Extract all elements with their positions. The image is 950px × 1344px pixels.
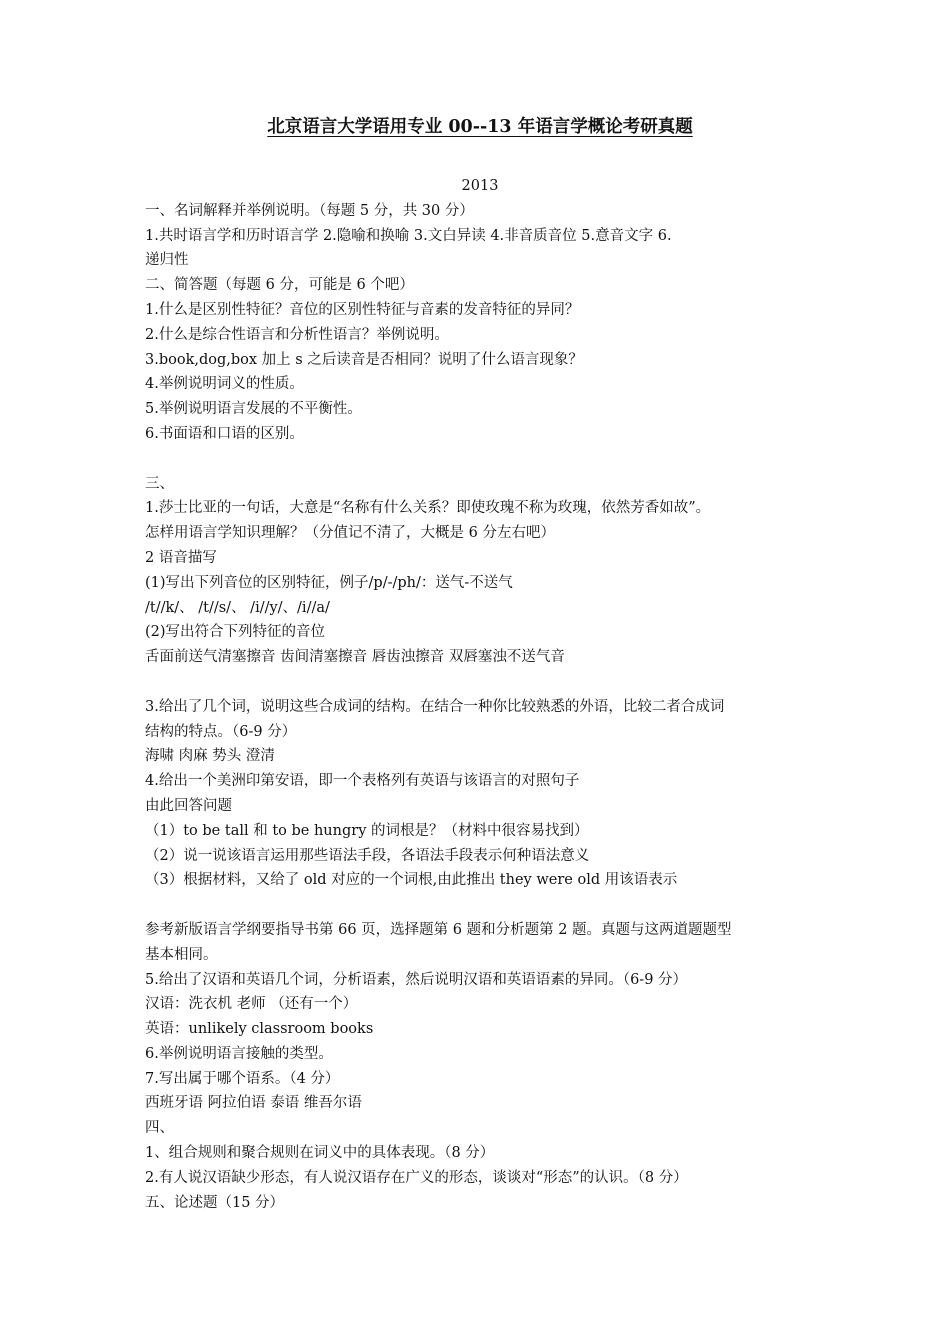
text-line: 4.举例说明词义的性质。 [145, 376, 304, 393]
exam-year: 2013 [461, 178, 499, 194]
text-line: 7.写出属于哪个语系。（4 分） [145, 1070, 340, 1087]
text-line: 2.什么是综合性语言和分析性语言？举例说明。 [145, 326, 449, 343]
document-page [145, 112, 815, 1215]
text-line: 三、 [145, 475, 174, 492]
text-line: 舌面前送气清塞擦音 齿间清塞擦音 唇齿浊擦音 双唇塞浊不送气音 [145, 649, 565, 666]
document-title [145, 112, 815, 142]
text-line: 英语：unlikely classroom books [145, 1021, 374, 1038]
text-line: 1.莎士比亚的一句话，大意是“名称有什么关系？即使玫瑰不称为玫瑰，依然芳香如故”。 [145, 500, 711, 517]
text-line: 递归性 [145, 252, 189, 269]
text-line: 3.给出了几个词，说明这些合成词的结构。在结合一种你比较熟悉的外语，比较二者合成词 [145, 698, 725, 715]
text-line: 二、简答题（每题 6 分，可能是 6 个吧） [145, 277, 414, 294]
text-line: 四、 [145, 1120, 174, 1137]
text-line: （3）根据材料，又给了 old 对应的一个词根,由此推出 they were old 用该语表示 [145, 872, 678, 889]
text-line: (1)写出下列音位的区别特征，例子/p/-/ph/：送气-不送气 [145, 574, 513, 591]
text-line: 5.举例说明语言发展的不平衡性。 [145, 401, 362, 418]
document-title-text: 北京语言大学语用专业 00--13 年语言学概论考研真题 [267, 117, 693, 137]
text-line: 由此回答问题 [145, 797, 232, 814]
text-line [145, 670, 815, 695]
text-line: 一、名词解释并举例说明。（每题 5 分，共 30 分） [145, 202, 474, 219]
text-line: 基本相同。 [145, 946, 218, 963]
text-line: 3.book,dog,box 加上 s 之后读音是否相同？说明了什么语言现象？ [145, 351, 583, 368]
text-line: (2)写出符合下列特征的音位 [145, 624, 326, 641]
text-line: 2 语音描写 [145, 549, 217, 566]
text-line: 参考新版语言学纲要指导书第 66 页，选择题第 6 题和分析题第 2 题。真题与这两道题题型 [145, 921, 732, 938]
text-line: 6.书面语和口语的区别。 [145, 425, 304, 442]
text-line: 结构的特点。（6-9 分） [145, 723, 297, 740]
text-line: /t//k/、 /t//s/、 /i//y/、/i//a/ [145, 599, 330, 616]
text-line: 五、论述题（15 分） [145, 1194, 285, 1211]
text-line: 1、组合规则和聚合规则在词义中的具体表现。（8 分） [145, 1145, 495, 1162]
text-line: 1.共时语言学和历时语言学 2.隐喻和换喻 3.文白异读 4.非音质音位 5.意音文字 6. [145, 227, 672, 244]
text-line: 海啸 肉麻 势头 澄清 [145, 748, 275, 765]
text-line: 汉语：洗衣机 老师 （还有一个） [145, 996, 358, 1013]
exam-content [145, 199, 815, 1216]
text-line: 6.举例说明语言接触的类型。 [145, 1045, 333, 1062]
text-line [145, 893, 815, 918]
text-line: （1）to be tall 和 to be hungry 的词根是？（材料中很容易找到） [145, 822, 589, 839]
text-line: 1.什么是区别性特征？音位的区别性特征与音素的发音特征的异同？ [145, 301, 580, 318]
text-line: 2.有人说汉语缺少形态，有人说汉语存在广义的形态，谈谈对“形态”的认识。（8 分） [145, 1169, 688, 1186]
text-line: 怎样用语言学知识理解？（分值记不清了，大概是 6 分左右吧） [145, 525, 555, 542]
text-line: 5.给出了汉语和英语几个词，分析语素，然后说明汉语和英语语素的异同。（6-9 分） [145, 971, 688, 988]
text-line: （2）说一说该语言运用那些语法手段，各语法手段表示何种语法意义 [145, 847, 590, 864]
text-line: 4.给出一个美洲印第安语，即一个表格列有英语与该语言的对照句子 [145, 773, 580, 790]
text-line: 西班牙语 阿拉伯语 泰语 维吾尔语 [145, 1095, 362, 1112]
text-line [145, 447, 815, 472]
